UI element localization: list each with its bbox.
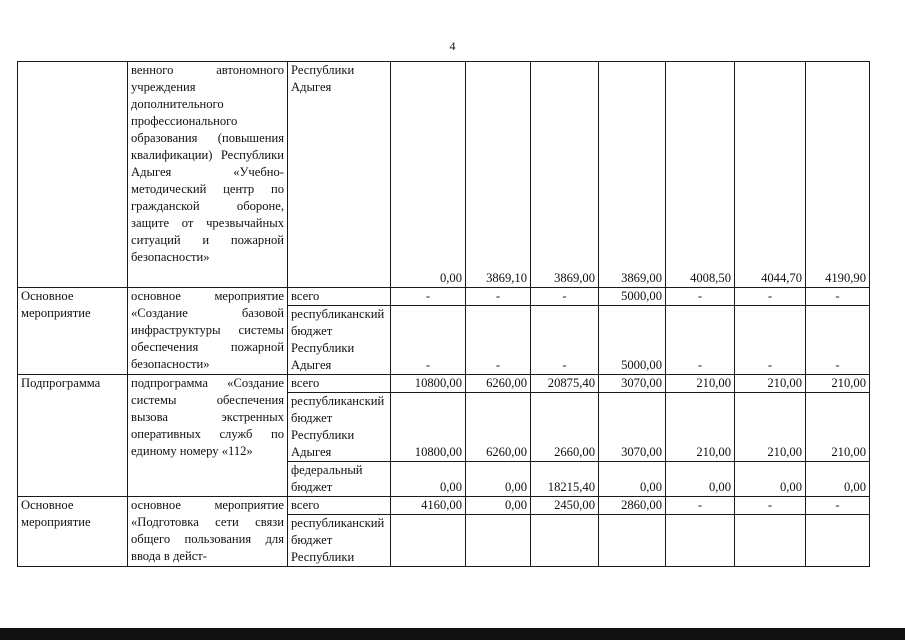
table-cell: 3070,00 <box>599 375 666 393</box>
table-cell: 3869,00 <box>599 62 666 288</box>
table-cell: 2660,00 <box>531 393 599 462</box>
table-cell: федеральный бюджет <box>288 462 391 497</box>
table-cell: - <box>806 288 870 306</box>
table-cell: 2450,00 <box>531 497 599 515</box>
table-cell: 5000,00 <box>599 306 666 375</box>
table-row <box>18 497 870 515</box>
table-cell: 4008,50 <box>666 62 735 288</box>
table-cell: 0,00 <box>806 462 870 497</box>
table-cell: 0,00 <box>391 62 466 288</box>
table-row <box>18 288 870 306</box>
table-cell: 0,00 <box>391 462 466 497</box>
table-cell: - <box>531 288 599 306</box>
table-cell: 5000,00 <box>599 288 666 306</box>
table-cell: 210,00 <box>806 393 870 462</box>
table-cell: - <box>735 288 806 306</box>
table-row <box>18 375 870 393</box>
table-body <box>18 62 870 567</box>
table-cell: - <box>735 497 806 515</box>
table-cell: 10800,00 <box>391 375 466 393</box>
table-cell: венного автономного учреждения дополнительного профессионального образования (повышения квалификации) Республики Адыгея «Учебно-методический центр по гражданской обороне, защите от чрезвычайных ситуаций и пожарной безопасности» <box>128 62 288 288</box>
table-cell: республиканский бюджет Республики <box>288 515 391 567</box>
table-cell: 0,00 <box>599 462 666 497</box>
table-cell: 0,00 <box>666 462 735 497</box>
table-cell: 2860,00 <box>599 497 666 515</box>
table-cell: 0,00 <box>466 462 531 497</box>
table-cell: 20875,40 <box>531 375 599 393</box>
table-cell <box>531 515 599 567</box>
table-cell: всего <box>288 375 391 393</box>
table-cell: Основное мероприятие <box>18 288 128 375</box>
table-cell: основное мероприятие «Подготовка сети связи общего пользования для ввода в дейст- <box>128 497 288 567</box>
table-cell: всего <box>288 497 391 515</box>
scan-edge-bar <box>0 628 905 640</box>
table-cell: - <box>391 288 466 306</box>
table-cell: - <box>466 306 531 375</box>
table-cell: Подпрограмма <box>18 375 128 497</box>
table-cell: - <box>466 288 531 306</box>
table-cell: 210,00 <box>806 375 870 393</box>
table-cell: Республики Адыгея <box>288 62 391 288</box>
table-cell: 210,00 <box>735 393 806 462</box>
table-cell: Основное мероприятие <box>18 497 128 567</box>
table-cell: 3869,10 <box>466 62 531 288</box>
table-cell: 18215,40 <box>531 462 599 497</box>
table-cell: 4044,70 <box>735 62 806 288</box>
table-cell: республиканский бюджет Республики Адыгея <box>288 306 391 375</box>
table-cell: всего <box>288 288 391 306</box>
budget-table <box>17 61 870 567</box>
table-cell: 3869,00 <box>531 62 599 288</box>
table-cell: - <box>666 288 735 306</box>
table-cell <box>806 515 870 567</box>
table-cell: - <box>806 497 870 515</box>
table-cell <box>391 515 466 567</box>
table-cell <box>666 515 735 567</box>
table-cell: 10800,00 <box>391 393 466 462</box>
table-cell: - <box>666 306 735 375</box>
table-cell <box>466 515 531 567</box>
table-cell: республиканский бюджет Республики Адыгея <box>288 393 391 462</box>
page-number: 4 <box>449 39 456 53</box>
table-cell: - <box>735 306 806 375</box>
table-cell: 0,00 <box>735 462 806 497</box>
table-cell: - <box>666 497 735 515</box>
table-cell: - <box>531 306 599 375</box>
table-cell: 4160,00 <box>391 497 466 515</box>
table-cell <box>599 515 666 567</box>
table-cell: подпрограмма «Создание системы обеспечения вызова экстренных оперативных служб по единому номеру «112» <box>128 375 288 497</box>
table-cell: - <box>391 306 466 375</box>
table-cell: основное мероприятие «Создание базовой инфраструктуры системы обеспечения пожарной безопасности» <box>128 288 288 375</box>
table-cell: 0,00 <box>466 497 531 515</box>
table-cell: 210,00 <box>666 393 735 462</box>
table-cell: 6260,00 <box>466 375 531 393</box>
table-cell: 6260,00 <box>466 393 531 462</box>
table-cell: 210,00 <box>735 375 806 393</box>
table-cell: 210,00 <box>666 375 735 393</box>
table-cell: 3070,00 <box>599 393 666 462</box>
table-cell: - <box>806 306 870 375</box>
table-cell: 4190,90 <box>806 62 870 288</box>
table-row <box>18 62 870 288</box>
table-cell <box>18 62 128 288</box>
table-cell <box>735 515 806 567</box>
